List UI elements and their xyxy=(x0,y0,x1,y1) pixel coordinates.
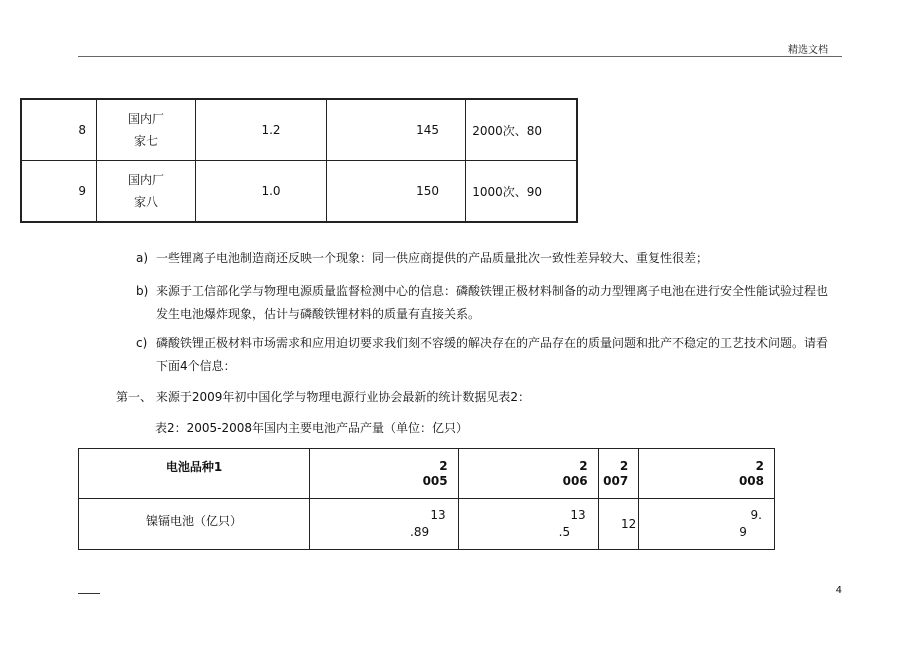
paragraph-line: 下面4个信息： xyxy=(156,359,236,373)
name-line1: 国内厂 xyxy=(127,112,164,126)
row-label: 镍镉电池（亿只） xyxy=(79,499,310,550)
table-row xyxy=(21,99,577,161)
year-cell xyxy=(310,449,459,499)
value-cell xyxy=(598,499,639,550)
year-cell xyxy=(639,449,775,499)
name-line2: 家八 xyxy=(133,195,158,209)
value-part: 13 xyxy=(430,508,446,522)
table-row xyxy=(79,499,775,550)
footer-rule xyxy=(78,593,100,594)
paragraph-text xyxy=(156,280,836,326)
cell-name xyxy=(97,161,196,223)
year-part: 007 xyxy=(603,473,629,488)
value-cell xyxy=(310,499,459,550)
year-cell xyxy=(598,449,639,499)
paragraph-line: 发生电池爆炸现象，估计与磷酸铁锂材料的质量有直接关系。 xyxy=(156,307,481,321)
paragraph-line: 一些锂离子电池制造商还反映一个现象：同一供应商提供的产品质量批次一致性差异较大、重复性很差； xyxy=(156,251,709,265)
paragraph-line: 磷酸铁锂正极材料市场需求和应用迫切要求我们刻不容缓的解决存在的产品存在的质量问题和批产不稳定的工艺技术问题。请看 xyxy=(156,336,829,350)
header-label: 精选文档 xyxy=(788,45,828,56)
section-heading: 第一、 来源于2009年初中国化学与物理电源行业协会最新的统计数据见表2： xyxy=(116,390,530,404)
value-part: .5 xyxy=(558,525,571,539)
name-line1: 国内厂 xyxy=(127,173,164,187)
value-part: .89 xyxy=(410,525,430,539)
year-part: 005 xyxy=(422,473,448,488)
value-part: 9. xyxy=(750,508,762,522)
cell-no: 9 xyxy=(21,161,97,223)
table-row xyxy=(21,161,577,223)
value-part: 9 xyxy=(739,525,747,539)
name-line2: 家七 xyxy=(133,134,158,148)
cell-name xyxy=(97,99,196,161)
paragraph-b xyxy=(136,280,836,321)
year-cell xyxy=(458,449,598,499)
table-caption: 表2：2005-2008年国内主要电池产品产量（单位：亿只） xyxy=(155,421,469,435)
value-cell xyxy=(458,499,598,550)
cell-v3: 1000次、90 xyxy=(466,161,578,223)
paragraph-label: b) xyxy=(136,284,149,298)
cell-v1: 1.0 xyxy=(196,161,327,223)
year-part: 2 xyxy=(755,458,764,473)
cell-v2: 145 xyxy=(327,99,466,161)
header-divider xyxy=(78,56,842,57)
table-header-row xyxy=(79,449,775,499)
page-number: 4 xyxy=(835,585,842,596)
paragraph-label: a) xyxy=(136,251,149,265)
cell-v3: 2000次、80 xyxy=(466,99,578,161)
cell-v1: 1.2 xyxy=(196,99,327,161)
paragraph-a xyxy=(136,247,836,270)
year-part: 008 xyxy=(738,473,764,488)
value-cell xyxy=(639,499,775,550)
paragraph-text xyxy=(156,247,836,270)
cell-v2: 150 xyxy=(327,161,466,223)
year-part: 2 xyxy=(439,458,448,473)
paragraph-c xyxy=(136,332,836,373)
paragraph-line: 来源于工信部化学与物理电源质量监督检测中心的信息：磷酸铁锂正极材料制备的动力型锂离子电池在进行安全性能试验过程也 xyxy=(156,284,829,298)
production-table xyxy=(78,448,775,550)
header-cell: 电池品种1 xyxy=(79,449,310,499)
spec-table xyxy=(20,98,578,223)
cell-no: 8 xyxy=(21,99,97,161)
value-part: 13 xyxy=(570,508,586,522)
year-part: 2 xyxy=(619,458,629,473)
year-part: 006 xyxy=(562,473,588,488)
year-part: 2 xyxy=(579,458,588,473)
paragraph-label: c) xyxy=(136,336,148,350)
paragraph-text xyxy=(156,332,836,378)
value-part: 12 xyxy=(620,516,637,531)
